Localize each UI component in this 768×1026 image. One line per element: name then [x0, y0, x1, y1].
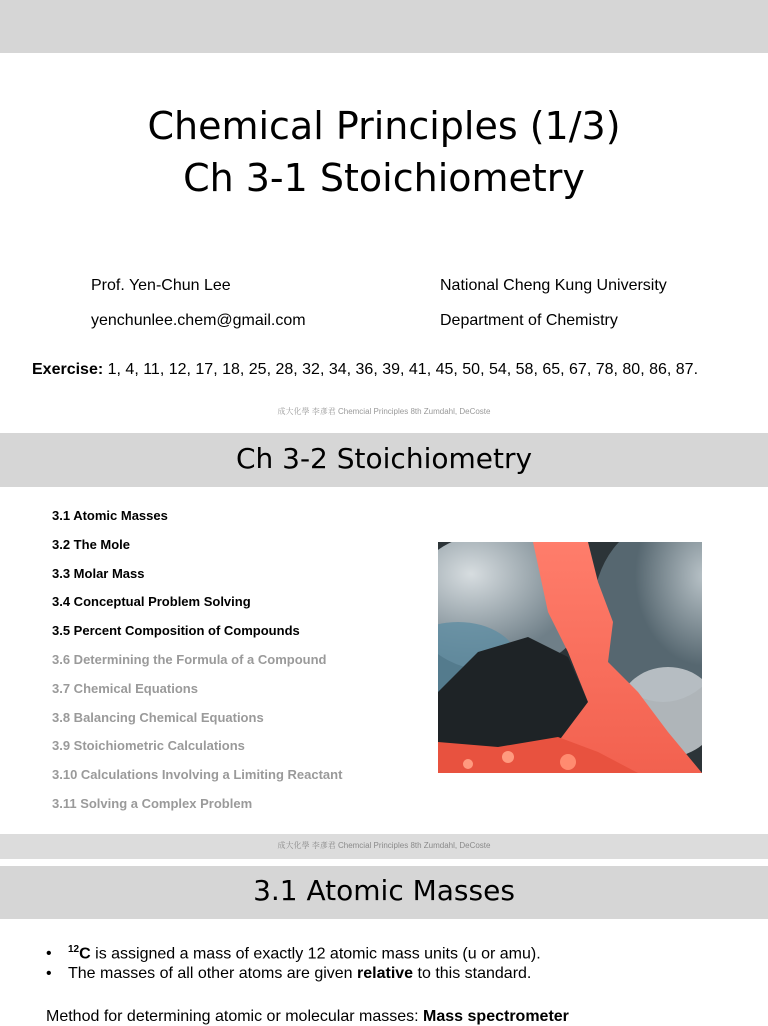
- toc-item: 3.6 Determining the Formula of a Compound: [52, 651, 327, 667]
- method-line: [46, 1008, 569, 1026]
- exercise-list: 1, 4, 11, 12, 17, 18, 25, 28, 32, 34, 36, 39, 41, 45, 50, 54, 58, 65, 67, 78, 80, 86, 87.: [107, 361, 699, 378]
- bullet-text: is assigned a mass of exactly 12 atomic mass units (u or amu).: [90, 945, 541, 963]
- bullet-list: [46, 938, 541, 986]
- title-line-1: Chemical Principles (1/3): [147, 104, 621, 148]
- title-line-2: Ch 3-1 Stoichiometry: [183, 156, 585, 200]
- university-name: National Cheng Kung University: [440, 277, 667, 294]
- bullet-emphasis: relative: [357, 965, 414, 982]
- toc-item: 3.11 Solving a Complex Problem: [52, 795, 253, 811]
- footer-cjk: 成大化學 李彥君: [277, 407, 336, 416]
- toc-item: 3.4 Conceptual Problem Solving: [52, 594, 251, 610]
- footer-1: [0, 406, 768, 417]
- footer-cjk: 成大化學 李彥君: [277, 841, 336, 850]
- toc-list: [52, 502, 342, 819]
- bullet-text: The masses of all other atoms are given: [68, 965, 358, 982]
- bullet-item: [46, 962, 541, 986]
- department-name: Department of Chemistry: [440, 312, 618, 329]
- toc-item: 3.1 Atomic Masses: [52, 508, 168, 523]
- footer-text: Chemcial Principles 8th Zumdahl, DeCoste: [337, 841, 491, 850]
- element-symbol: C: [79, 945, 91, 963]
- exercise-line: [32, 361, 698, 379]
- toc-item: 3.3 Molar Mass: [52, 565, 145, 581]
- bullet-dot-icon: •: [46, 965, 52, 982]
- exercise-label: Exercise:: [32, 361, 104, 378]
- isotope-number: 12: [68, 944, 80, 955]
- method-text: Method for determining atomic or molecular masses:: [46, 1008, 424, 1025]
- bullet-item: [46, 938, 541, 962]
- toc-item: 3.8 Balancing Chemical Equations: [52, 709, 264, 725]
- toc-item: 3.2 The Mole: [52, 536, 131, 552]
- bullet-dot-icon: •: [46, 945, 52, 963]
- toc-item: 3.7 Chemical Equations: [52, 680, 198, 696]
- toc-item: 3.5 Percent Composition of Compounds: [52, 623, 300, 639]
- footer-text: Chemcial Principles 8th Zumdahl, DeCoste: [337, 407, 491, 416]
- slide-title-1: [0, 100, 768, 204]
- footer-2: [0, 840, 768, 851]
- bullet-text: to this standard.: [413, 965, 532, 982]
- toc-item: 3.10 Calculations Involving a Limiting Reactant: [52, 767, 343, 783]
- slide3-title: 3.1 Atomic Masses: [253, 874, 515, 907]
- slide2-title: Ch 3-2 Stoichiometry: [235, 442, 533, 475]
- professor-name: Prof. Yen-Chun Lee: [91, 277, 231, 294]
- top-band: [0, 0, 768, 53]
- method-emphasis: Mass spectrometer: [423, 1008, 569, 1025]
- professor-email: yenchunlee.chem@gmail.com: [91, 312, 306, 329]
- volcano-image: [438, 542, 702, 773]
- toc-item: 3.9 Stoichiometric Calculations: [52, 738, 245, 754]
